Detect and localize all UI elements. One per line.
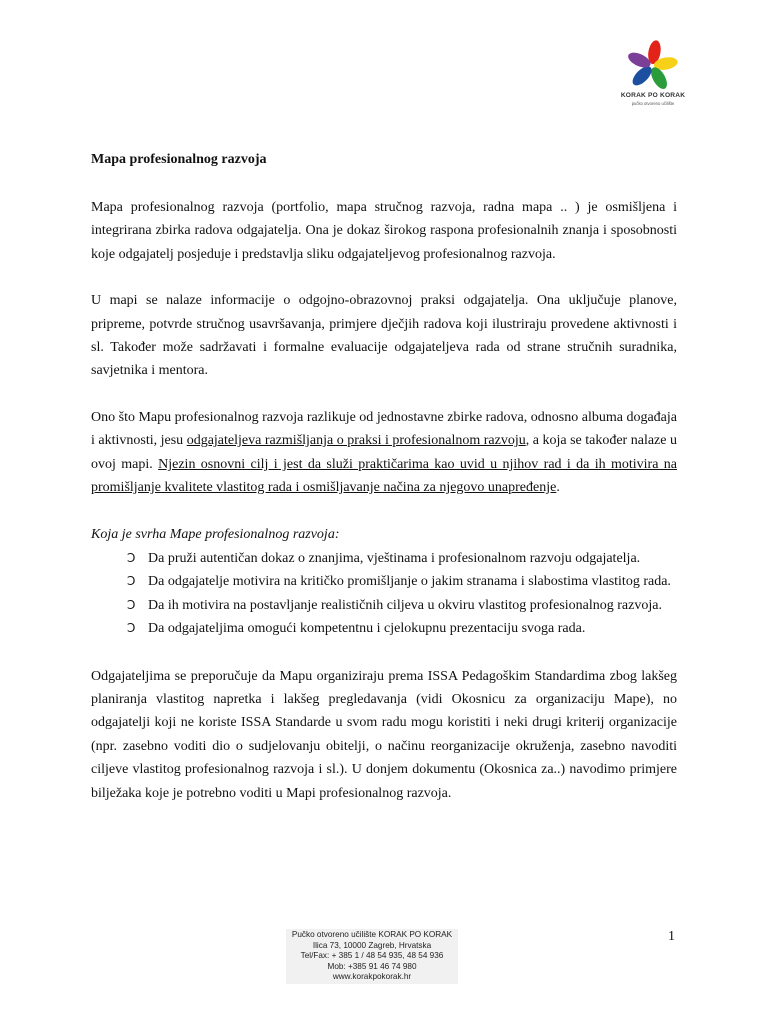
- list-item: [91, 617, 677, 640]
- underlined-phrase-reflections: odgajateljeva razmišljanja o praksi i profesionalnom razvoju: [186, 433, 526, 449]
- paragraph-intro: Mapa profesionalnog razvoja (portfolio, mapa stručnog razvoja, radna mapa .. ) je osmišljena i integrirana zbirka radova odgajatelja. Ona je dokaz širokog raspona profesionalnih znanja i sposobnosti koje odgajatelj posjeduje i predstavlja sliku odgajateljevog profesionalnog razvoja.: [91, 200, 677, 262]
- footer-line: Tel/Fax: + 385 1 / 48 54 935, 48 54 936: [300, 951, 444, 960]
- footer-line: Mob: +385 91 46 74 980: [327, 961, 417, 971]
- bullet-icon: Ͻ: [127, 550, 136, 565]
- list-item: [91, 570, 677, 593]
- logo-name: KORAK PO KORAK: [620, 92, 686, 99]
- paragraph-difference-text-a: Ono što Mapu profesionalnog razvoja razlikuje od jednostavne zbirke radova, odnosno albuma događaja i aktivnosti, jesu: [91, 409, 677, 449]
- footer-address-block: [286, 929, 458, 984]
- flower-logo-icon: [618, 38, 686, 94]
- document-body: [91, 150, 677, 805]
- list-item-text: Da ih motivira na postavljanje realističnih ciljeva u okviru vlastitog profesionalnog razvoja.: [148, 597, 662, 613]
- underlined-phrase-goal: Njezin osnovni cilj i jest da služi praktičarima kao uvid u njihov rad i da ih motivira na promišljanje kvalitete vlastitog rada i osmišljavanje načina za njegovo unapređenje: [91, 456, 677, 496]
- document-title: Mapa profesionalnog razvoja: [91, 152, 267, 167]
- purpose-heading: Koja je svrha Mape profesionalnog razvoja:: [91, 527, 340, 543]
- footer-website-link[interactable]: www.korakpokorak.hr: [332, 972, 412, 981]
- paragraph-difference: [91, 406, 677, 500]
- paragraph-difference-text-c: .: [556, 480, 560, 496]
- paragraph-recommendation: Odgajateljima se preporučuje da Mapu organiziraju prema ISSA Pedagoškim Standardima zbog lakšeg planiranja vlastitog napretka i lakšeg pregledavanja (vidi Okosnicu za organizaciju Mape), no odgajatelji koji ne koriste ISSA Standarde u svom radu mogu koristiti i neki drugi kriterij organizacije (npr. zasebno voditi dio o sudjelovanju obitelji, o načinu reorganizacije okruženja, zasebno navoditi ciljeve vlastitog profesionalnog razvoja i sl.). U donjem dokumentu (Okosnica za..) navodimo primjere bilježaka koje je potrebno voditi u Mapi profesionalnog razvoja.: [91, 668, 677, 801]
- list-item-text: Da pruži autentičan dokaz o znanjima, vještinama i profesionalnom razvoju odgajatelja.: [148, 550, 641, 566]
- bullet-icon: Ͻ: [127, 597, 136, 612]
- list-item-text: Da odgajatelje motivira na kritičko promišljanje o jakim stranama i slabostima vlastitog rada.: [148, 574, 671, 590]
- list-item: [91, 594, 677, 617]
- bullet-icon: Ͻ: [127, 574, 136, 589]
- bullet-icon: Ͻ: [127, 621, 136, 636]
- purpose-list: [91, 547, 677, 641]
- list-item: [91, 547, 677, 570]
- footer-line: Pučko otvoreno učilište KORAK PO KORAK: [291, 930, 453, 939]
- list-item-text: Da odgajateljima omogući kompetentnu i cjelokupnu prezentaciju svoga rada.: [148, 621, 586, 637]
- paragraph-difference-text-b: , a koja se također nalaze u ovoj mapi.: [91, 433, 677, 472]
- page-number: 1: [668, 929, 675, 944]
- paragraph-contents: U mapi se nalaze informacije o odgojno-obrazovnoj praksi odgajatelja. Ona uključuje planove, pripreme, potvrde stručnog usavršavanja, primjere dječjih radova koji ilustriraju provedene aktivnosti i sl. Također može sadržavati i formalne evaluacije odgajateljeva rada od strane stručnih suradnika, savjetnika i mentora.: [91, 293, 677, 379]
- logo-subtitle: pučko otvoreno učilište: [631, 101, 675, 106]
- footer-line: Ilica 73, 10000 Zagreb, Hrvatska: [312, 940, 432, 950]
